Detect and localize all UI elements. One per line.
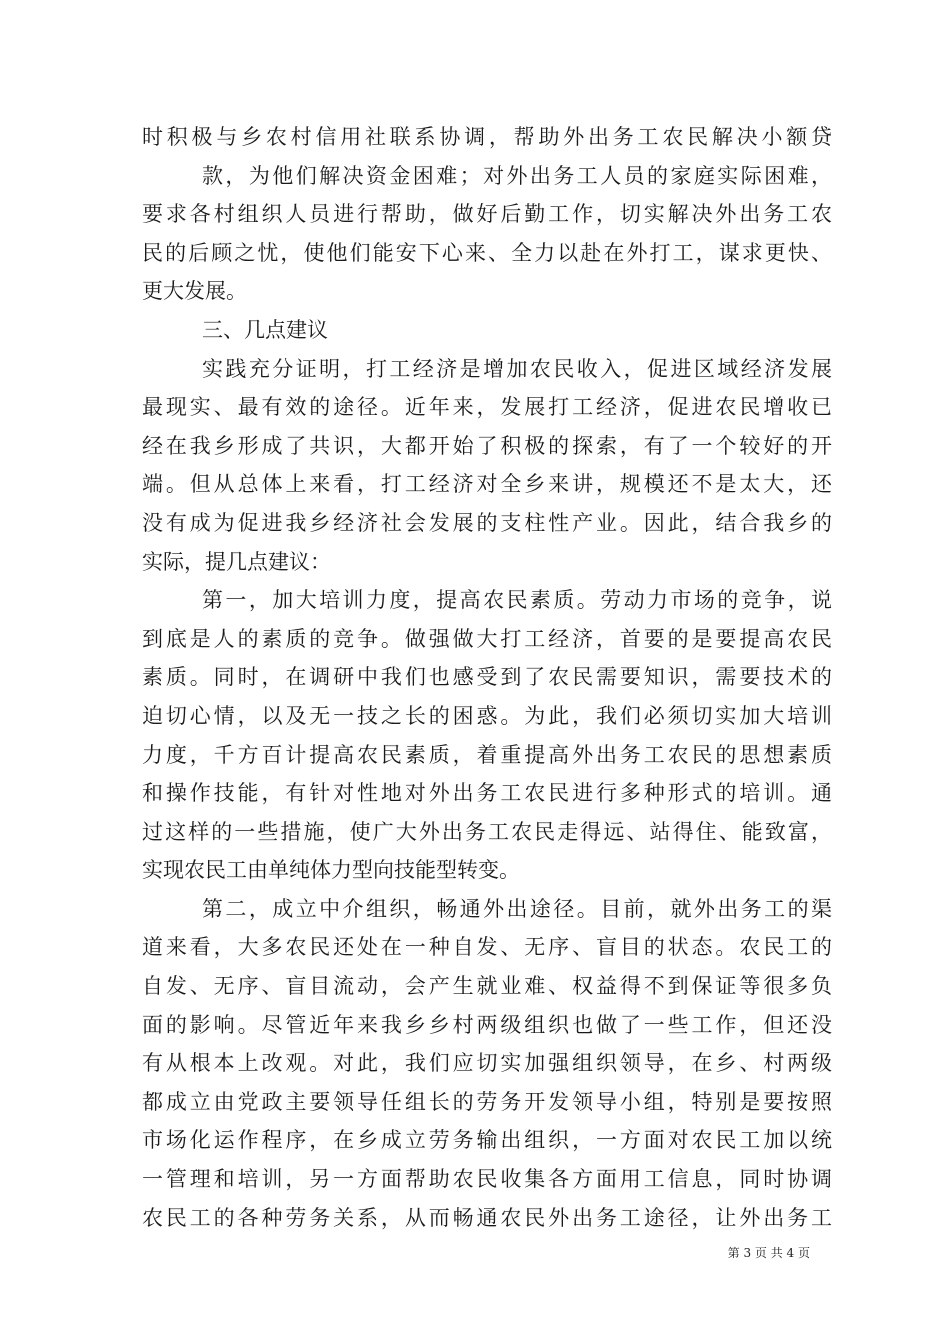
text-line: 更大发展。 (142, 279, 247, 304)
text-line: 自发、无序、盲目流动，会产生就业难、权益得不到保证等很多负 (142, 974, 832, 999)
body-text (142, 118, 832, 1237)
text-line: 款，为他们解决资金困难；对外出务工人员的家庭实际困难， (202, 163, 832, 188)
text-line: 市场化运作程序，在乡成立劳务输出组织，一方面对农民工加以统 (142, 1128, 832, 1153)
text-line: 实现农民工由单纯体力型向技能型转变。 (142, 858, 520, 883)
text-line: 一管理和培训，另一方面帮助农民收集各方面用工信息，同时协调 (142, 1167, 832, 1192)
text-line: 力度，千方百计提高农民素质，着重提高外出务工农民的思想素质 (142, 742, 832, 767)
text-line: 三、几点建议 (202, 317, 328, 342)
text-line: 实践充分证明，打工经济是增加农民收入，促进区域经济发展 (202, 356, 832, 381)
text-line: 都成立由党政主要领导任组长的劳务开发领导小组，特别是要按照 (142, 1089, 832, 1114)
text-line: 道来看，大多农民还处在一种自发、无序、盲目的状态。农民工的 (142, 935, 832, 960)
text-line: 没有成为促进我乡经济社会发展的支柱性产业。因此，结合我乡的 (142, 510, 832, 535)
text-line: 面的影响。尽管近年来我乡乡村两级组织也做了一些工作，但还没 (142, 1012, 832, 1037)
text-line: 有从根本上改观。对此，我们应切实加强组织领导，在乡、村两级 (142, 1051, 832, 1076)
text-line: 第一，加大培训力度，提高农民素质。劳动力市场的竞争，说 (202, 588, 832, 613)
text-line: 素质。同时，在调研中我们也感受到了农民需要知识，需要技术的 (142, 665, 832, 690)
text-line: 端。但从总体上来看，打工经济对全乡来讲，规模还不是太大，还 (142, 472, 832, 497)
text-line: 时积极与乡农村信用社联系协调，帮助外出务工农民解决小额贷 (142, 125, 832, 149)
text-line: 要求各村组织人员进行帮助，做好后勤工作，切实解决外出务工农 (142, 202, 832, 227)
text-line: 和操作技能，有针对性地对外出务工农民进行多种形式的培训。通 (142, 781, 832, 806)
text-line: 经在我乡形成了共识，大都开始了积极的探索，有了一个较好的开 (142, 433, 832, 458)
text-line: 实际，提几点建议： (142, 549, 331, 574)
page-number-footer: 第 3 页 共 4 页 (727, 1246, 810, 1260)
text-line: 过这样的一些措施，使广大外出务工农民走得远、站得住、能致富， (142, 819, 832, 844)
text-line: 到底是人的素质的竞争。做强做大打工经济，首要的是要提高农民 (142, 626, 832, 651)
text-line: 民的后顾之忧，使他们能安下心来、全力以赴在外打工，谋求更快、 (142, 240, 832, 265)
text-line: 迫切心情，以及无一技之长的困惑。为此，我们必须切实加大培训 (142, 703, 832, 728)
text-line: 最现实、最有效的途径。近年来，发展打工经济，促进农民增收已 (142, 395, 832, 420)
text-line: 第二，成立中介组织，畅通外出途径。目前，就外出务工的渠 (202, 896, 832, 921)
text-line: 农民工的各种劳务关系，从而畅通农民外出务工途径，让外出务工 (142, 1205, 832, 1230)
